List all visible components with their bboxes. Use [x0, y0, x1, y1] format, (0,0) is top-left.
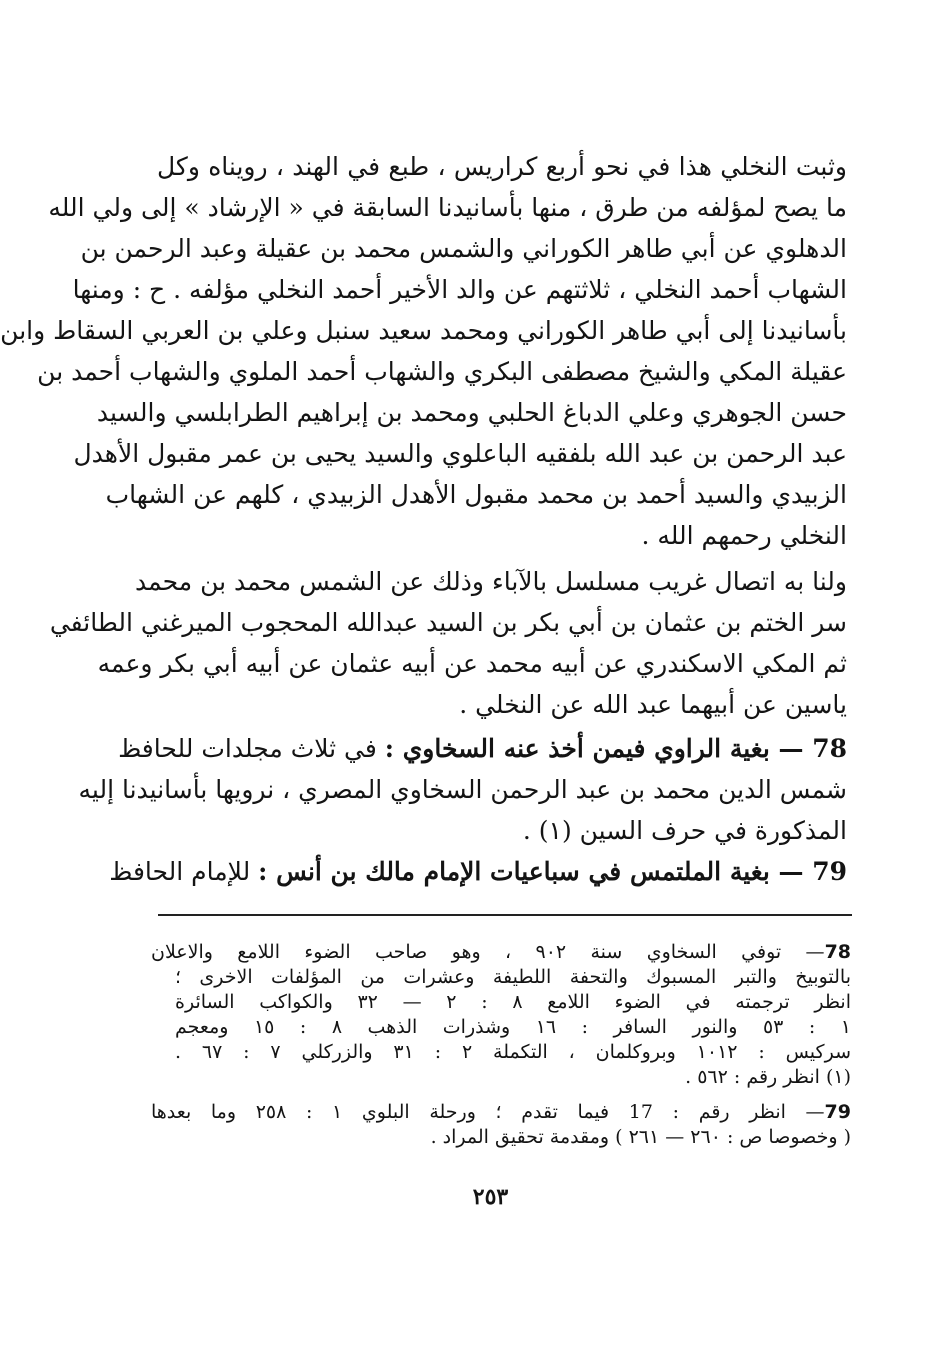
footnote-number: 78 [824, 941, 852, 963]
text-line: سر الختم بن عثمان بن أبي بكر بن السيد عبدالله المحجوب الميرغني الطائفي [49, 608, 847, 637]
page-number: ٢٥٣ [472, 1184, 509, 1210]
footnote-line [151, 1100, 851, 1124]
footnote-line: بالتوبيخ والتبر المسبوك والتحفة اللطيفة وعشرات من المؤلفات الاخرى ؛ [175, 966, 851, 988]
footnote-line: انظر ترجمته في الضوء اللامع ٨ : ٢ — ٣٢ والكواكب السائرة [175, 991, 851, 1013]
text-line: بأسانيدنا إلى أبي طاهر الكوراني ومحمد سعيد سنبل وعلي بن العربي السقاط وابن [0, 316, 847, 345]
text-line: وثبت النخلي هذا في نحو أربع كراريس ، طبع في الهند ، رويناه وكل [157, 152, 847, 181]
footnote-text: — انظر رقم : 17 فيما تقدم ؛ ورحلة البلوي ١ : ٢٥٨ وما بعدها [151, 1101, 825, 1123]
text-line: الدهلوي عن أبي طاهر الكوراني والشمس محمد بن عقيلة وعبد الرحمن بن [80, 234, 847, 263]
entry-heading-line [109, 855, 847, 889]
footnote-line: ( وخصوصا ص : ٢٦٠ — ٢٦١ ) ومقدمة تحقيق المراد . [430, 1126, 851, 1148]
footnote-line: (١) انظر رقم : ٥٦٢ . [685, 1066, 851, 1088]
text-line: الشهاب أحمد النخلي ، ثلاثتهم عن والد الأخير أحمد النخلي مؤلفه . ح : ومنها [72, 275, 847, 304]
text-line: النخلي رحمهم الله . [641, 521, 847, 550]
text-line: الزبيدي والسيد أحمد بن محمد مقبول الأهدل الزبيدي ، كلهم عن الشهاب [105, 480, 847, 509]
entry-description: في ثلاث مجلدات للحافظ [118, 734, 385, 763]
footnote-line: سركيس : ١٠١٢ وبروكلمان ، التكملة ٢ : ٣١ والزركلي ٧ : ٦٧ . [175, 1041, 851, 1063]
entry-title: 78 — بغية الراوي فيمن أخذ عنه السخاوي : [384, 734, 847, 763]
text-line: ياسين عن أبيهما عبد الله عن النخلي . [459, 690, 847, 719]
text-line: ثم المكي الاسكندري عن أبيه محمد عن أبيه عثمان عن أبيه أبي بكر وعمه [97, 649, 847, 678]
text-line: حسن الجوهري وعلي الدباغ الحلبي ومحمد بن إبراهيم الطرابلسي والسيد [96, 398, 847, 427]
text-line: ما يصح لمؤلفه من طرق ، منها بأسانيدنا السابقة في « الإرشاد » إلى ولي الله [48, 193, 847, 222]
entry-description: للإمام الحافظ [109, 857, 259, 886]
text-line: شمس الدين محمد بن عبد الرحمن السخاوي المصري ، نرويها بأسانيدنا إليه [78, 775, 847, 804]
footnote-line: ١ : ٥٣ والنور السافر : ١٦ وشذرات الذهب ٨ : ١٥ ومعجم [175, 1016, 852, 1038]
text-line: عبد الرحمن بن عبد الله بلفقيه الباعلوي والسيد يحيى بن عمر مقبول الأهدل [73, 439, 847, 468]
footnote-text: — توفي السخاوي سنة ٩٠٢ ، وهو صاحب الضوء اللامع والاعلان [151, 941, 825, 963]
text-line: عقيلة المكي والشيخ مصطفى البكري والشهاب أحمد الملوي والشهاب أحمد بن [37, 357, 847, 386]
entry-title: 79 — بغية الملتمس في سباعيات الإمام مالك بن أنس : [258, 857, 847, 886]
text-line: ولنا به اتصال غريب مسلسل بالآباء وذلك عن الشمس محمد بن محمد [135, 567, 847, 596]
footnote-number: 79 [824, 1101, 851, 1123]
text-line: المذكورة في حرف السين (١) . [522, 816, 847, 845]
footnote-line [151, 940, 851, 964]
entry-heading-line [118, 732, 847, 766]
footnote-divider [158, 914, 852, 916]
